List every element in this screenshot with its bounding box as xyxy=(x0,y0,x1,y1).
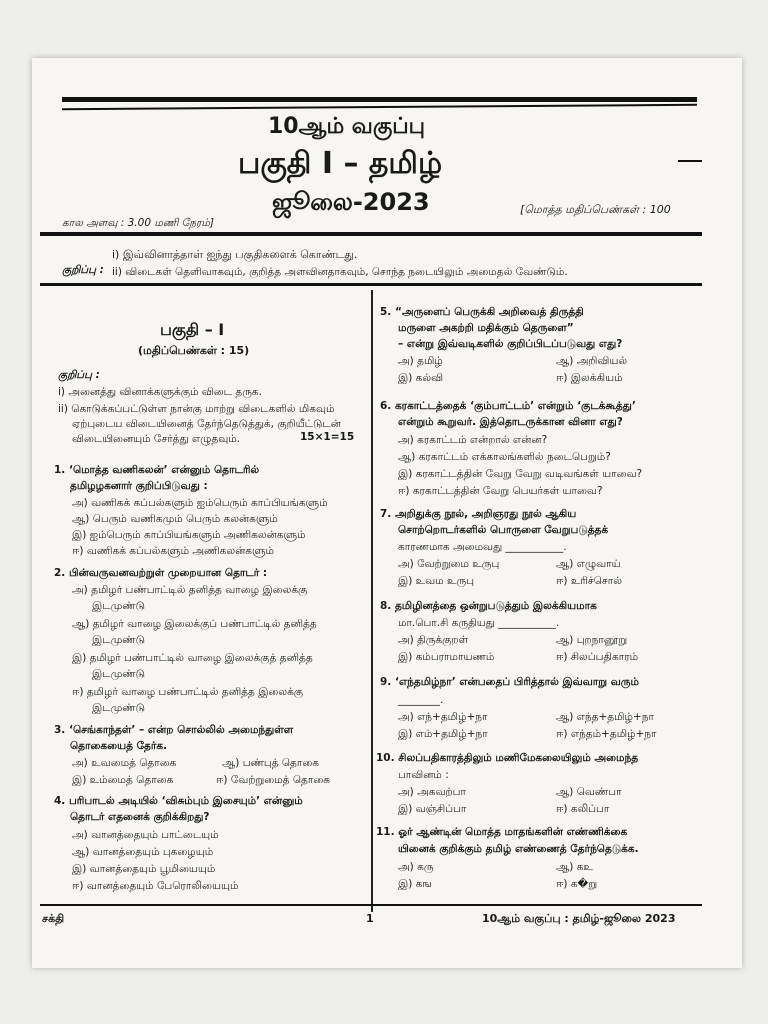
q2-line1: 2. பின்வருவனவற்றுள் முறையான தொடர் : xyxy=(54,567,268,579)
q4-line2: தொடர் எதனைக் குறிக்கிறது? xyxy=(70,811,210,823)
q7-option-a: அ) வேற்றுமை உருபு xyxy=(398,558,500,570)
instruction-ii: ii) விடைகள் தெளிவாகவும், குறித்த அளவினதாகவும், சொந்த நடையிலும் அமைதல் வேண்டும். xyxy=(112,266,568,278)
q10-line2: பாவினம் : xyxy=(398,769,449,781)
q4-line1: 4. பரிபாடல் அடியில் ‘விசும்பும் இசையும்’ என்னும் xyxy=(54,795,303,807)
q3-line1: 3. ‘செங்காந்தள்’ – என்ற சொல்லில் அமைந்துள்ள xyxy=(54,724,294,736)
q6-line1: 6. கரகாட்டத்தைக் ‘கும்பாட்டம்’ என்றும் ‘குடக்கூத்து’ xyxy=(380,400,636,412)
q9-option-a: அ) எந்+தமிழ்+நா xyxy=(398,711,488,723)
q10-option-a: அ) அகவற்பா xyxy=(398,786,466,798)
instruction-i: i) இவ்வினாத்தாள் ஐந்து பகுதிகளைக் கொண்டது. xyxy=(112,248,358,261)
footer-rule xyxy=(40,904,702,906)
q4-option-c: இ) வானத்தையும் பூமியையும் xyxy=(72,863,216,875)
q2-option-b-cont: இடமுண்டு xyxy=(92,634,145,646)
header-top-rule xyxy=(62,97,697,102)
q1-option-d: ஈ) வணிகக் கப்பல்களும் அணிகலன்களும் xyxy=(72,545,274,557)
exam-session: ஜூலை-2023 xyxy=(272,188,430,216)
section-note-label: குறிப்பு : xyxy=(58,369,100,381)
section-note-ii-2: ஏற்புடைய விடையினைத் தேர்ந்தெடுத்துக், குறியீட்டுடன் xyxy=(72,418,341,430)
section-score: 15×1=15 xyxy=(300,431,355,443)
q6-line2: என்றும் கூறுவர். இத்தொடருக்கான வினா எது? xyxy=(398,416,623,428)
section-note-i: i) அனைத்து வினாக்களுக்கும் விடை தருக. xyxy=(58,386,262,398)
q11-option-a: அ) கரு xyxy=(398,861,434,873)
q11-line1: 11. ஓர் ஆண்டின் மொத்த மாதங்களின் எண்ணிக்கை xyxy=(376,826,628,838)
q9-line1: 9. ‘எந்தமிழ்நா’ என்பதைப் பிரித்தால் இவ்வாறு வரும் xyxy=(380,676,639,688)
q7-line2: சொற்றொடர்களில் பொருளை வேறுபடுத்தக் xyxy=(398,524,609,536)
q4-option-b: ஆ) வானத்தையும் புகழையும் xyxy=(72,846,214,858)
q1-option-b: ஆ) பெரும் வணிகமும் பெரும் கலன்களும் xyxy=(72,513,278,525)
q10-line1: 10. சிலப்பதிகாரத்திலும் மணிமேகலையிலும் அமைந்த xyxy=(376,752,639,764)
q3-option-b: ஆ) பண்புத் தொகை xyxy=(222,757,320,769)
column-divider xyxy=(371,290,373,912)
q7-option-c: இ) உவம உருபு xyxy=(398,575,475,587)
q9-option-d: ஈ) எந்தம்+தமிழ்+நா xyxy=(556,728,657,740)
q5-line1: 5. “அருளைப் பெருக்கி அறிவைத் திருத்தி xyxy=(380,306,584,318)
q8-line2: மா.பொ.சி கருதியது ___________. xyxy=(398,617,560,629)
q4-option-d: ஈ) வானத்தையும் பேரொலியையும் xyxy=(72,880,239,892)
q11-option-d: ஈ) க�று xyxy=(556,878,598,890)
q6-option-d: ஈ) கரகாட்டத்தின் வேறு பெயர்கள் யாவை? xyxy=(398,485,603,497)
q5-option-c: இ) கல்வி xyxy=(398,372,444,384)
q8-option-d: ஈ) சிலப்பதிகாரம் xyxy=(556,651,639,663)
q6-option-c: இ) கரகாட்டத்தின் வேறு வேறு வடிவங்கள் யாவை? xyxy=(398,468,643,480)
section-note-ii-1: ii) கொடுக்கப்பட்டுள்ள நான்கு மாற்று விடைகளில் மிகவும் xyxy=(58,403,335,415)
title-dash xyxy=(678,160,702,162)
q3-option-a: அ) உவமைத் தொகை xyxy=(72,757,177,769)
q4-option-a: அ) வானத்தையும் பாட்டையும் xyxy=(72,829,219,841)
q7-option-d: ஈ) உரிச்சொல் xyxy=(556,575,622,587)
q3-option-d: ஈ) வேற்றுமைத் தொகை xyxy=(216,774,330,786)
q1-line1: 1. ‘மொத்த வணிகலன்’ என்னும் தொடரில் xyxy=(54,464,260,476)
q2-option-a: அ) தமிழர் பண்பாட்டில் தனித்த வாழை இலைக்கு xyxy=(72,584,308,596)
q1-option-a: அ) வணிகக் கப்பல்களும் ஐம்பெரும் காப்பியங்களும் xyxy=(72,497,328,509)
q9-option-c: இ) எம்+தமிழ்+நா xyxy=(398,728,488,740)
q1-option-c: இ) ஐம்பெரும் காப்பியங்களும் அணிகலன்களும் xyxy=(72,529,306,541)
duration: கால அளவு : 3.00 மணி நேரம்] xyxy=(62,217,214,229)
q8-option-a: அ) திருக்குறள் xyxy=(398,634,469,646)
q7-line1: 7. அறிதுக்கு நூல், அறிஞரது நூல் ஆகிய xyxy=(380,508,577,520)
q10-option-c: இ) வஞ்சிப்பா xyxy=(398,803,467,815)
q2-option-b: ஆ) தமிழர் வாழை இலைக்குப் பண்பாட்டில் தனித்த xyxy=(72,618,317,630)
q6-option-a: அ) கரகாட்டம் என்றால் என்ன? xyxy=(398,434,548,446)
class-title: 10ஆம் வகுப்பு xyxy=(268,114,426,139)
q7-option-b: ஆ) எழுவாய் xyxy=(556,558,621,570)
q5-option-d: ஈ) இலக்கியம் xyxy=(556,372,623,384)
q2-option-d-cont: இடமுண்டு xyxy=(92,702,145,714)
q1-line2: தமிழழகனார் குறிப்பிடுவது : xyxy=(70,480,208,492)
q2-option-d: ஈ) தமிழர் வாழை பண்பாட்டில் தனித்த இலைக்கு xyxy=(72,686,304,698)
q3-option-c: இ) உம்மைத் தொகை xyxy=(72,774,174,786)
q8-line1: 8. தமிழினத்தை ஒன்றுபடுத்தும் இலக்கியமாக xyxy=(380,600,597,612)
q10-option-d: ஈ) கலிப்பா xyxy=(556,803,610,815)
q8-option-c: இ) கம்பராமாயணம் xyxy=(398,651,495,663)
instructions-label: குறிப்பு : xyxy=(62,264,104,276)
q11-option-b: ஆ) கஉ xyxy=(556,861,593,873)
q2-option-c-cont: இடமுண்டு xyxy=(92,668,145,680)
q2-option-a-cont: இடமுண்டு xyxy=(92,600,145,612)
q5-option-a: அ) தமிழ் xyxy=(398,355,443,367)
q6-option-b: ஆ) கரகாட்டம் எக்காலங்களில் நடைபெறும்? xyxy=(398,451,611,463)
q11-line2: யினைக் குறிக்கும் தமிழ் எண்ணைத் தேர்ந்தெடுக்க. xyxy=(398,843,639,855)
q9-option-b: ஆ) எந்த+தமிழ்+நா xyxy=(556,711,654,723)
section-note-ii-3: விடையினையும் சேர்த்து எழுதவும். xyxy=(72,433,241,445)
q7-line3: காரணமாக அமைவது ___________. xyxy=(398,541,567,553)
footer-publisher: சக்தி xyxy=(42,912,65,925)
q3-line2: தொகையைத் தேர்க. xyxy=(70,740,168,752)
q9-line2: ________. xyxy=(398,694,444,706)
footer-title: 10ஆம் வகுப்பு : தமிழ்-ஜூலை 2023 xyxy=(482,912,676,925)
section-title: பகுதி – I xyxy=(160,320,225,339)
header-bottom-rule xyxy=(40,232,702,236)
q11-option-c: இ) கங xyxy=(398,878,432,890)
q5-option-b: ஆ) அறிவியல் xyxy=(556,355,628,367)
section-marks: (மதிப்பெண்கள் : 15) xyxy=(138,344,250,357)
q8-option-b: ஆ) புறநானூறு xyxy=(556,634,628,646)
q2-option-c: இ) தமிழர் பண்பாட்டில் வாழை இலைக்குத் தனித்த xyxy=(72,652,313,664)
footer-page-number: 1 xyxy=(366,912,374,925)
q5-line2: மருளை அகற்றி மதிக்கும் தெருளை” xyxy=(398,322,574,334)
part-title: பகுதி I – தமிழ் xyxy=(238,146,443,181)
q5-line3: – என்று இவ்வடிகளில் குறிப்பிடப்படுவது எது? xyxy=(398,338,623,350)
q10-option-b: ஆ) வெண்பா xyxy=(556,786,622,798)
total-marks: [மொத்த மதிப்பெண்கள் : 100 xyxy=(520,203,671,216)
instructions-rule xyxy=(40,283,702,286)
